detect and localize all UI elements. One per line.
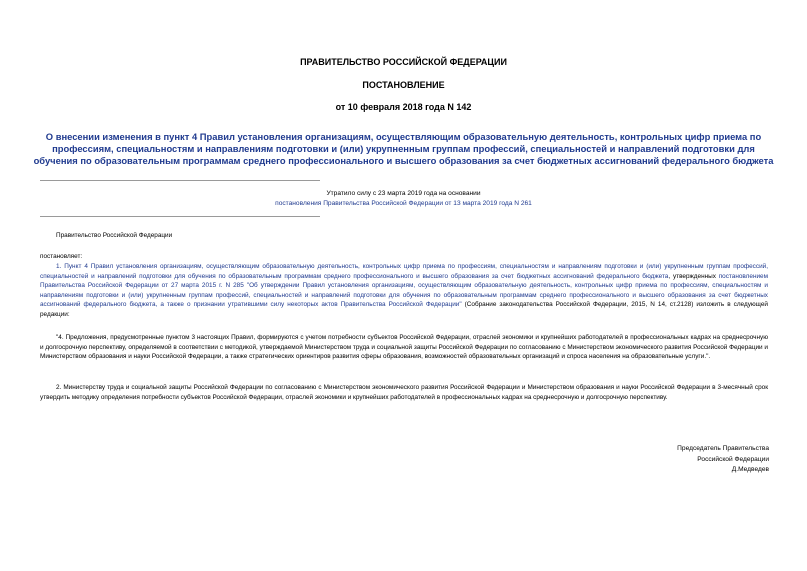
paragraph-1-tail: (Собрание законодательства Российской Федерации, 2015, N 14, ст.2128) изложить в следующей редакции: [40,301,768,318]
paragraph-1-text: , утвержденных [668,272,719,280]
paragraph-quote: "4. Предложения, предусмотренные пунктом 3 настоящих Правил, формируются с учетом потребности субъектов Российской Федерации, отраслей экономики и крупнейших работодателей в профессиональных кадрах на среднесрочную и долгосрочную перспективу, определяемой в соответствии с методикой, утверждаемой Министерством труда и социальной защиты Российской Федерации по согласованию с Министерством экономического развития Российской Федерации и Министерством образования и науки Российской Федерации, а также стратегических ориентиров развития сферы образования, возможностей образовательных организаций и спроса населения на образовательные услуги.". [40,334,768,361]
date-number-heading: от 10 февраля 2018 года N 142 [335,102,472,112]
resolution-link[interactable]: постановлением Правительства Российской Федерации от 27 марта 2015 г. N 285 "Об утверждении Правил установления организациям, осуществляющим образовательную деятельность, контрольных цифр приема по профессиям, специальностям и направлениям подготовки и (или) укрупненным группам профессий, специальностей и направлений подготовки для обучения по образовательным программам среднего профессионального и высшего образования за счет бюджетных ассигнований федерального бюджета, а также о признании утратившими силу некоторых актов Правительства Российской Федерации" [40,272,768,309]
bottom-divider [40,216,320,217]
repeal-link[interactable]: постановления Правительства Российской Федерации от 13 марта 2019 года N 261 [275,200,532,207]
paragraph-2: 2. Министерству труда и социальной защиты Российской Федерации по согласованию с Министерством экономического развития Российской Федерации и Министерством образования и науки Российской Федерации в 3-месячный срок утвердить методику определения потребности субъектов Российской Федерации, отраслей экономики и крупнейших работодателей в профессиональных кадрах на среднесрочную и долгосрочную перспективу. [40,384,768,401]
signature-name: Д.Медведев [731,466,769,473]
signature-country: Российской Федерации [697,455,769,463]
issuer-line: Правительство Российской Федерации [56,232,173,239]
decree-line: постановляет: [40,253,83,260]
status-notice [0,189,807,209]
paragraph-1 [40,262,768,320]
status-line: Утратило силу с 23 марта 2019 года на основании [326,190,481,197]
signature-title: Председатель Правительства [677,445,769,452]
government-heading: ПРАВИТЕЛЬСТВО РОССИЙСКОЙ ФЕДЕРАЦИИ [300,57,507,67]
top-divider [40,180,320,181]
doc-type-heading: ПОСТАНОВЛЕНИЕ [362,80,445,90]
rules-link[interactable]: 1. Пункт 4 Правил установления организациям, осуществляющим образовательную деятельность, контрольных цифр приема по профессиям, специальностям и направлениям подготовки и (или) укрупненным группам профессий, специальностей и направлений подготовки для обучения по образовательным программам среднего профессионального и высшего образования за счет бюджетных ассигнований федерального бюджета [40,263,768,280]
signature-block [677,444,769,476]
document-title: О внесении изменения в пункт 4 Правил установления организациям, осуществляющим образовательную деятельность, контрольных цифр приема по профессиям, специальностям и направлениям подготовки и (или) укрупненным группам профессий, специальностей и направлений подготовки для обучения по образовательным программам среднего профессионального и высшего образования за счет бюджетных ассигнований федерального бюджета [33,131,774,166]
